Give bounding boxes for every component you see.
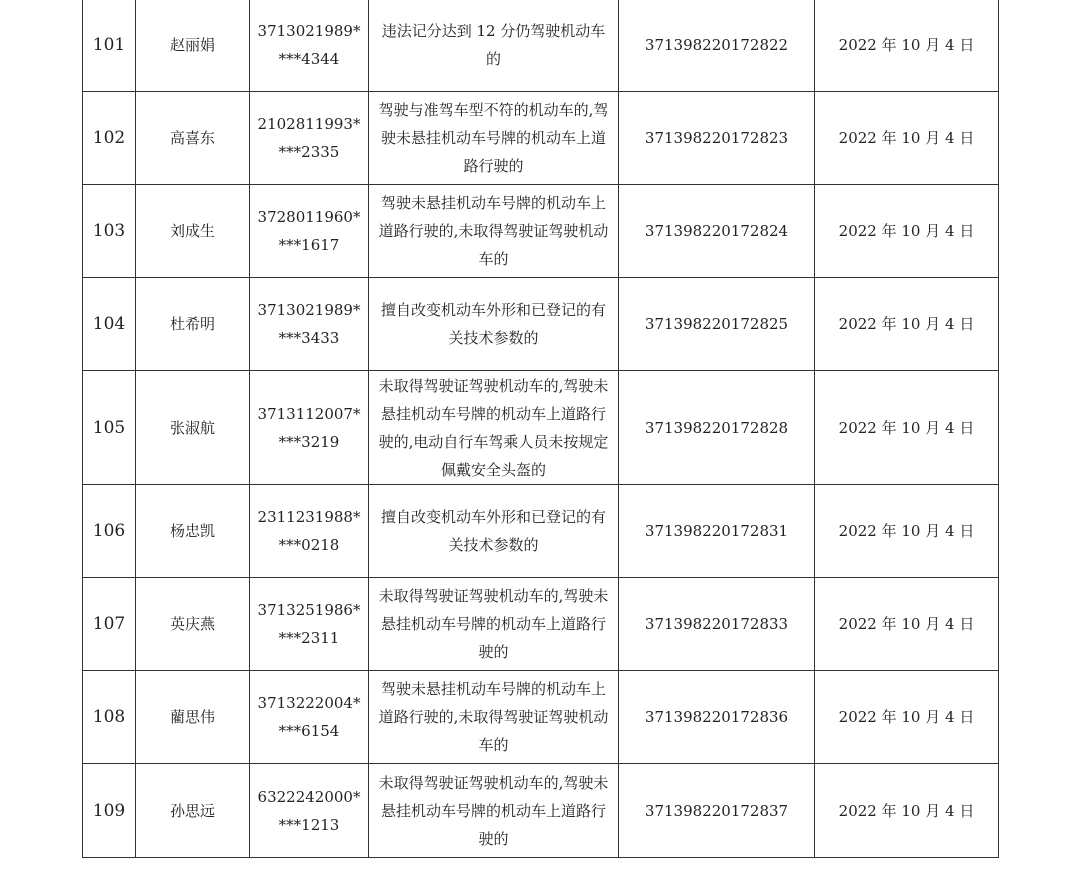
violation-reason: 未取得驾驶证驾驶机动车的,驾驶未悬挂机动车号牌的机动车上道路行驶的: [369, 578, 619, 671]
table-row: [83, 578, 999, 671]
row-number: 104: [83, 278, 136, 371]
document-number: 371398220172831: [619, 485, 815, 578]
table-row: [83, 764, 999, 858]
row-number: 105: [83, 371, 136, 485]
document-number: 371398220172822: [619, 0, 815, 92]
id-number-part1: 3728011960*: [257, 208, 361, 226]
person-name: 英庆燕: [136, 578, 250, 671]
violation-reason: 擅自改变机动车外形和已登记的有关技术参数的: [369, 485, 619, 578]
id-number: [250, 92, 369, 185]
id-number-part1: 2311231988*: [257, 508, 361, 526]
person-name: 杨忠凯: [136, 485, 250, 578]
id-number: [250, 371, 369, 485]
decision-date: 2022 年 10 月 4 日: [815, 92, 999, 185]
id-number-part2: ***0218: [278, 536, 340, 554]
table-row: [83, 185, 999, 278]
decision-date: 2022 年 10 月 4 日: [815, 185, 999, 278]
table-row: [83, 371, 999, 485]
person-name: 杜希明: [136, 278, 250, 371]
violation-reason: 驾驶未悬挂机动车号牌的机动车上道路行驶的,未取得驾驶证驾驶机动车的: [369, 671, 619, 764]
table-row: [83, 278, 999, 371]
id-number-part2: ***3433: [278, 329, 340, 347]
violation-reason: 未取得驾驶证驾驶机动车的,驾驶未悬挂机动车号牌的机动车上道路行驶的: [369, 764, 619, 858]
violation-reason: 未取得驾驶证驾驶机动车的,驾驶未悬挂机动车号牌的机动车上道路行驶的,电动自行车驾乘人员未按规定佩戴安全头盔的: [369, 371, 619, 485]
violation-reason: 擅自改变机动车外形和已登记的有关技术参数的: [369, 278, 619, 371]
document-number: 371398220172836: [619, 671, 815, 764]
violation-reason: 驾驶与准驾车型不符的机动车的,驾驶未悬挂机动车号牌的机动车上道路行驶的: [369, 92, 619, 185]
id-number-part2: ***1213: [278, 815, 340, 834]
id-number-part2: ***4344: [278, 50, 340, 68]
row-number: 102: [83, 92, 136, 185]
violation-reason: 违法记分达到 12 分仍驾驶机动车的: [369, 0, 619, 92]
decision-date: 2022 年 10 月 4 日: [815, 578, 999, 671]
id-number-part1: 2102811993*: [257, 115, 361, 133]
document-number: 371398220172823: [619, 92, 815, 185]
decision-date: 2022 年 10 月 4 日: [815, 278, 999, 371]
document-number: 371398220172833: [619, 578, 815, 671]
id-number-part1: 3713021989*: [257, 301, 361, 319]
person-name: 高喜东: [136, 92, 250, 185]
id-number: [250, 578, 369, 671]
penalty-table: [82, 0, 999, 858]
table-row: [83, 0, 999, 92]
document-number: 371398220172837: [619, 764, 815, 858]
id-number-part2: ***1617: [278, 236, 340, 254]
id-number-part1: 3713112007*: [257, 404, 361, 423]
table-row: [83, 485, 999, 578]
row-number: 109: [83, 764, 136, 858]
id-number-part2: ***6154: [278, 722, 340, 740]
person-name: 孙思远: [136, 764, 250, 858]
document-number: 371398220172828: [619, 371, 815, 485]
id-number-part1: 3713021989*: [257, 22, 361, 40]
table-row: [83, 671, 999, 764]
id-number-part1: 6322242000*: [257, 787, 361, 806]
person-name: 张淑航: [136, 371, 250, 485]
decision-date: 2022 年 10 月 4 日: [815, 0, 999, 92]
person-name: 藺思伟: [136, 671, 250, 764]
id-number: [250, 671, 369, 764]
id-number: [250, 485, 369, 578]
decision-date: 2022 年 10 月 4 日: [815, 371, 999, 485]
table-row: [83, 92, 999, 185]
person-name: 赵丽娟: [136, 0, 250, 92]
row-number: 103: [83, 185, 136, 278]
row-number: 106: [83, 485, 136, 578]
id-number-part1: 3713222004*: [257, 694, 361, 712]
row-number: 108: [83, 671, 136, 764]
id-number-part2: ***3219: [278, 432, 340, 451]
id-number: [250, 278, 369, 371]
id-number: [250, 0, 369, 92]
row-number: 107: [83, 578, 136, 671]
row-number: 101: [83, 0, 136, 92]
decision-date: 2022 年 10 月 4 日: [815, 485, 999, 578]
document-number: 371398220172825: [619, 278, 815, 371]
id-number-part2: ***2335: [278, 143, 340, 161]
id-number: [250, 185, 369, 278]
id-number-part1: 3713251986*: [257, 601, 361, 619]
id-number: [250, 764, 369, 858]
document-number: 371398220172824: [619, 185, 815, 278]
id-number-part2: ***2311: [278, 629, 340, 647]
decision-date: 2022 年 10 月 4 日: [815, 671, 999, 764]
decision-date: 2022 年 10 月 4 日: [815, 764, 999, 858]
violation-reason: 驾驶未悬挂机动车号牌的机动车上道路行驶的,未取得驾驶证驾驶机动车的: [369, 185, 619, 278]
person-name: 刘成生: [136, 185, 250, 278]
